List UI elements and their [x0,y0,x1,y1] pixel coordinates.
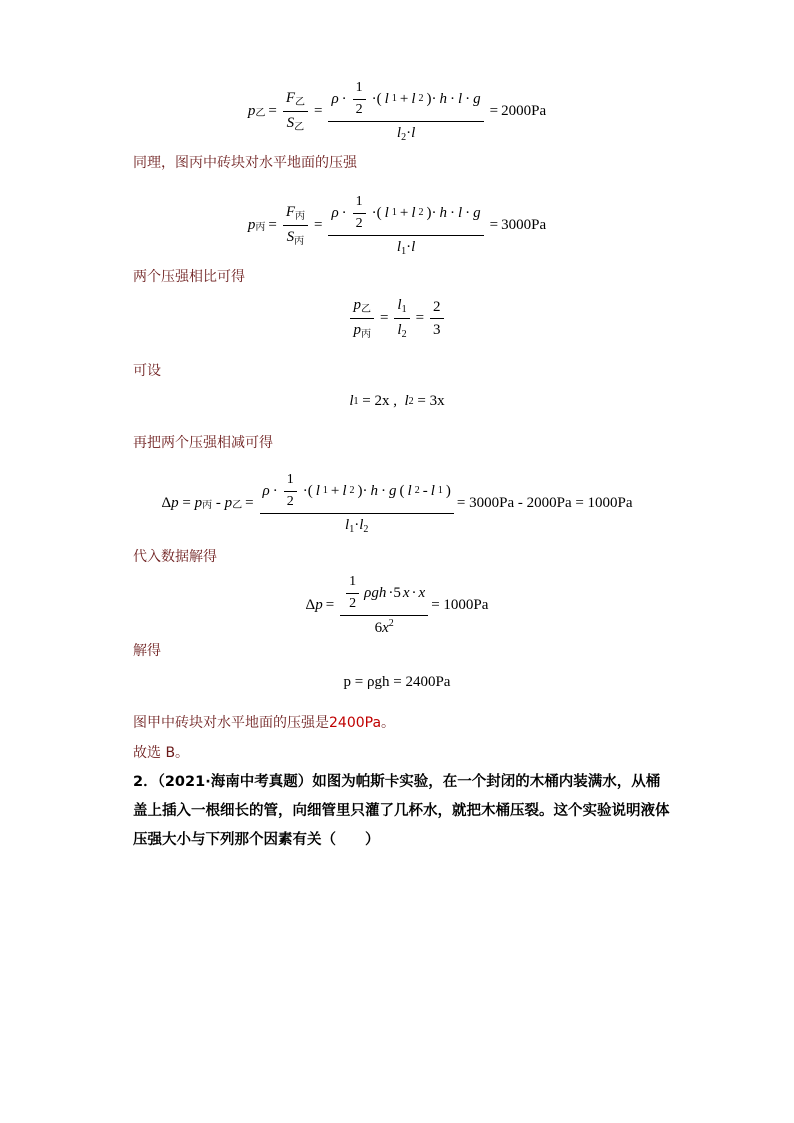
text-line-8: 故选 B。 [133,745,190,761]
text-line-2: 两个压强相比可得 [133,269,245,285]
equation-substitute: Δ p = $\frac{1}{2}$ ρgh ·5 x · x $6x^2$ = 1000Pa [305,574,489,636]
eq6-numerator: $\frac{1}{2}$ ρgh ·5 x · x [340,574,428,616]
text-line-7: 图甲中砖块对水平地面的压强是2400Pa。 [133,715,396,731]
eq1-denominator: $l_2\cdot l$ [396,124,416,143]
text-line-6: 解得 [133,643,161,659]
equation-assume: l 1 = 2x , l 2 = 3x [349,393,445,409]
eq1-result: 2000Pa [501,103,547,120]
eq2-denominator: $l_1\cdot l$ [396,238,416,257]
equation-p-yi: p 乙 = $\frac{F_乙}{S_乙}$ = ρ · $\frac{1}{2}$ ·( l 1 + l 2 )· h · l · g $l_2\cdot l$ = 2000Pa [247,80,547,143]
equation-final: p = ρgh = 2400Pa [343,674,451,690]
text-line-4: 再把两个压强相减可得 [133,435,273,451]
equation-p-bing: p 丙 = $\frac{F_丙}{S_丙}$ = ρ · $\frac{1}{2}$ ·( l 1 + l 2 )· h · l · g $l_1\cdot l$ = 3000Pa [247,194,547,257]
equation-difference: Δ p = p 丙 - p 乙 = ρ · $\frac{1}{2}$ ·( l 1 + l 2 )· h · g ( l 2 - l 1 ) $l_1\cdot l_2$ = 3000Pa - 2000Pa = 1000Pa [161,472,633,535]
question-2: 2．（2021·海南中考真题）如图为帕斯卡实验，在一个封闭的木桶内装满水，从桶盖上插入一根细长的管，向细管里只灌了几杯水，就把木桶压裂。这个实验说明液体压强大小与下列那个因素有关（ ） [133,774,670,848]
text-line-3: 可设 [133,363,161,379]
text-line-1: 同理，图丙中砖块对水平地面的压强 [133,155,357,171]
eq5-result: = 3000Pa - 2000Pa = 1000Pa [456,495,633,512]
eq2-numerator: ρ · $\frac{1}{2}$ ·( l 1 + l 2 )· h · l · g [328,194,483,236]
eq5-numerator: ρ · $\frac{1}{2}$ ·( l 1 + l 2 )· h · g ( l 2 - l 1 ) [260,472,454,514]
answer-value: 2400Pa [329,715,382,731]
eq1-numerator: ρ · $\frac{1}{2}$ ·( l 1 + l 2 )· h · l · g [328,80,483,122]
eq6-denominator: $6x^2$ [374,617,394,636]
eq2-result: 3000Pa [501,217,547,234]
eq6-result: = 1000Pa [431,596,489,613]
text-line-5: 代入数据解得 [133,549,217,565]
eq5-denominator: $l_1\cdot l_2$ [345,516,369,535]
equation-ratio: $\frac{p_乙}{p_丙}$ = $\frac{l_1}{l_2}$ = $\frac{2}{3}$ [0,296,794,341]
